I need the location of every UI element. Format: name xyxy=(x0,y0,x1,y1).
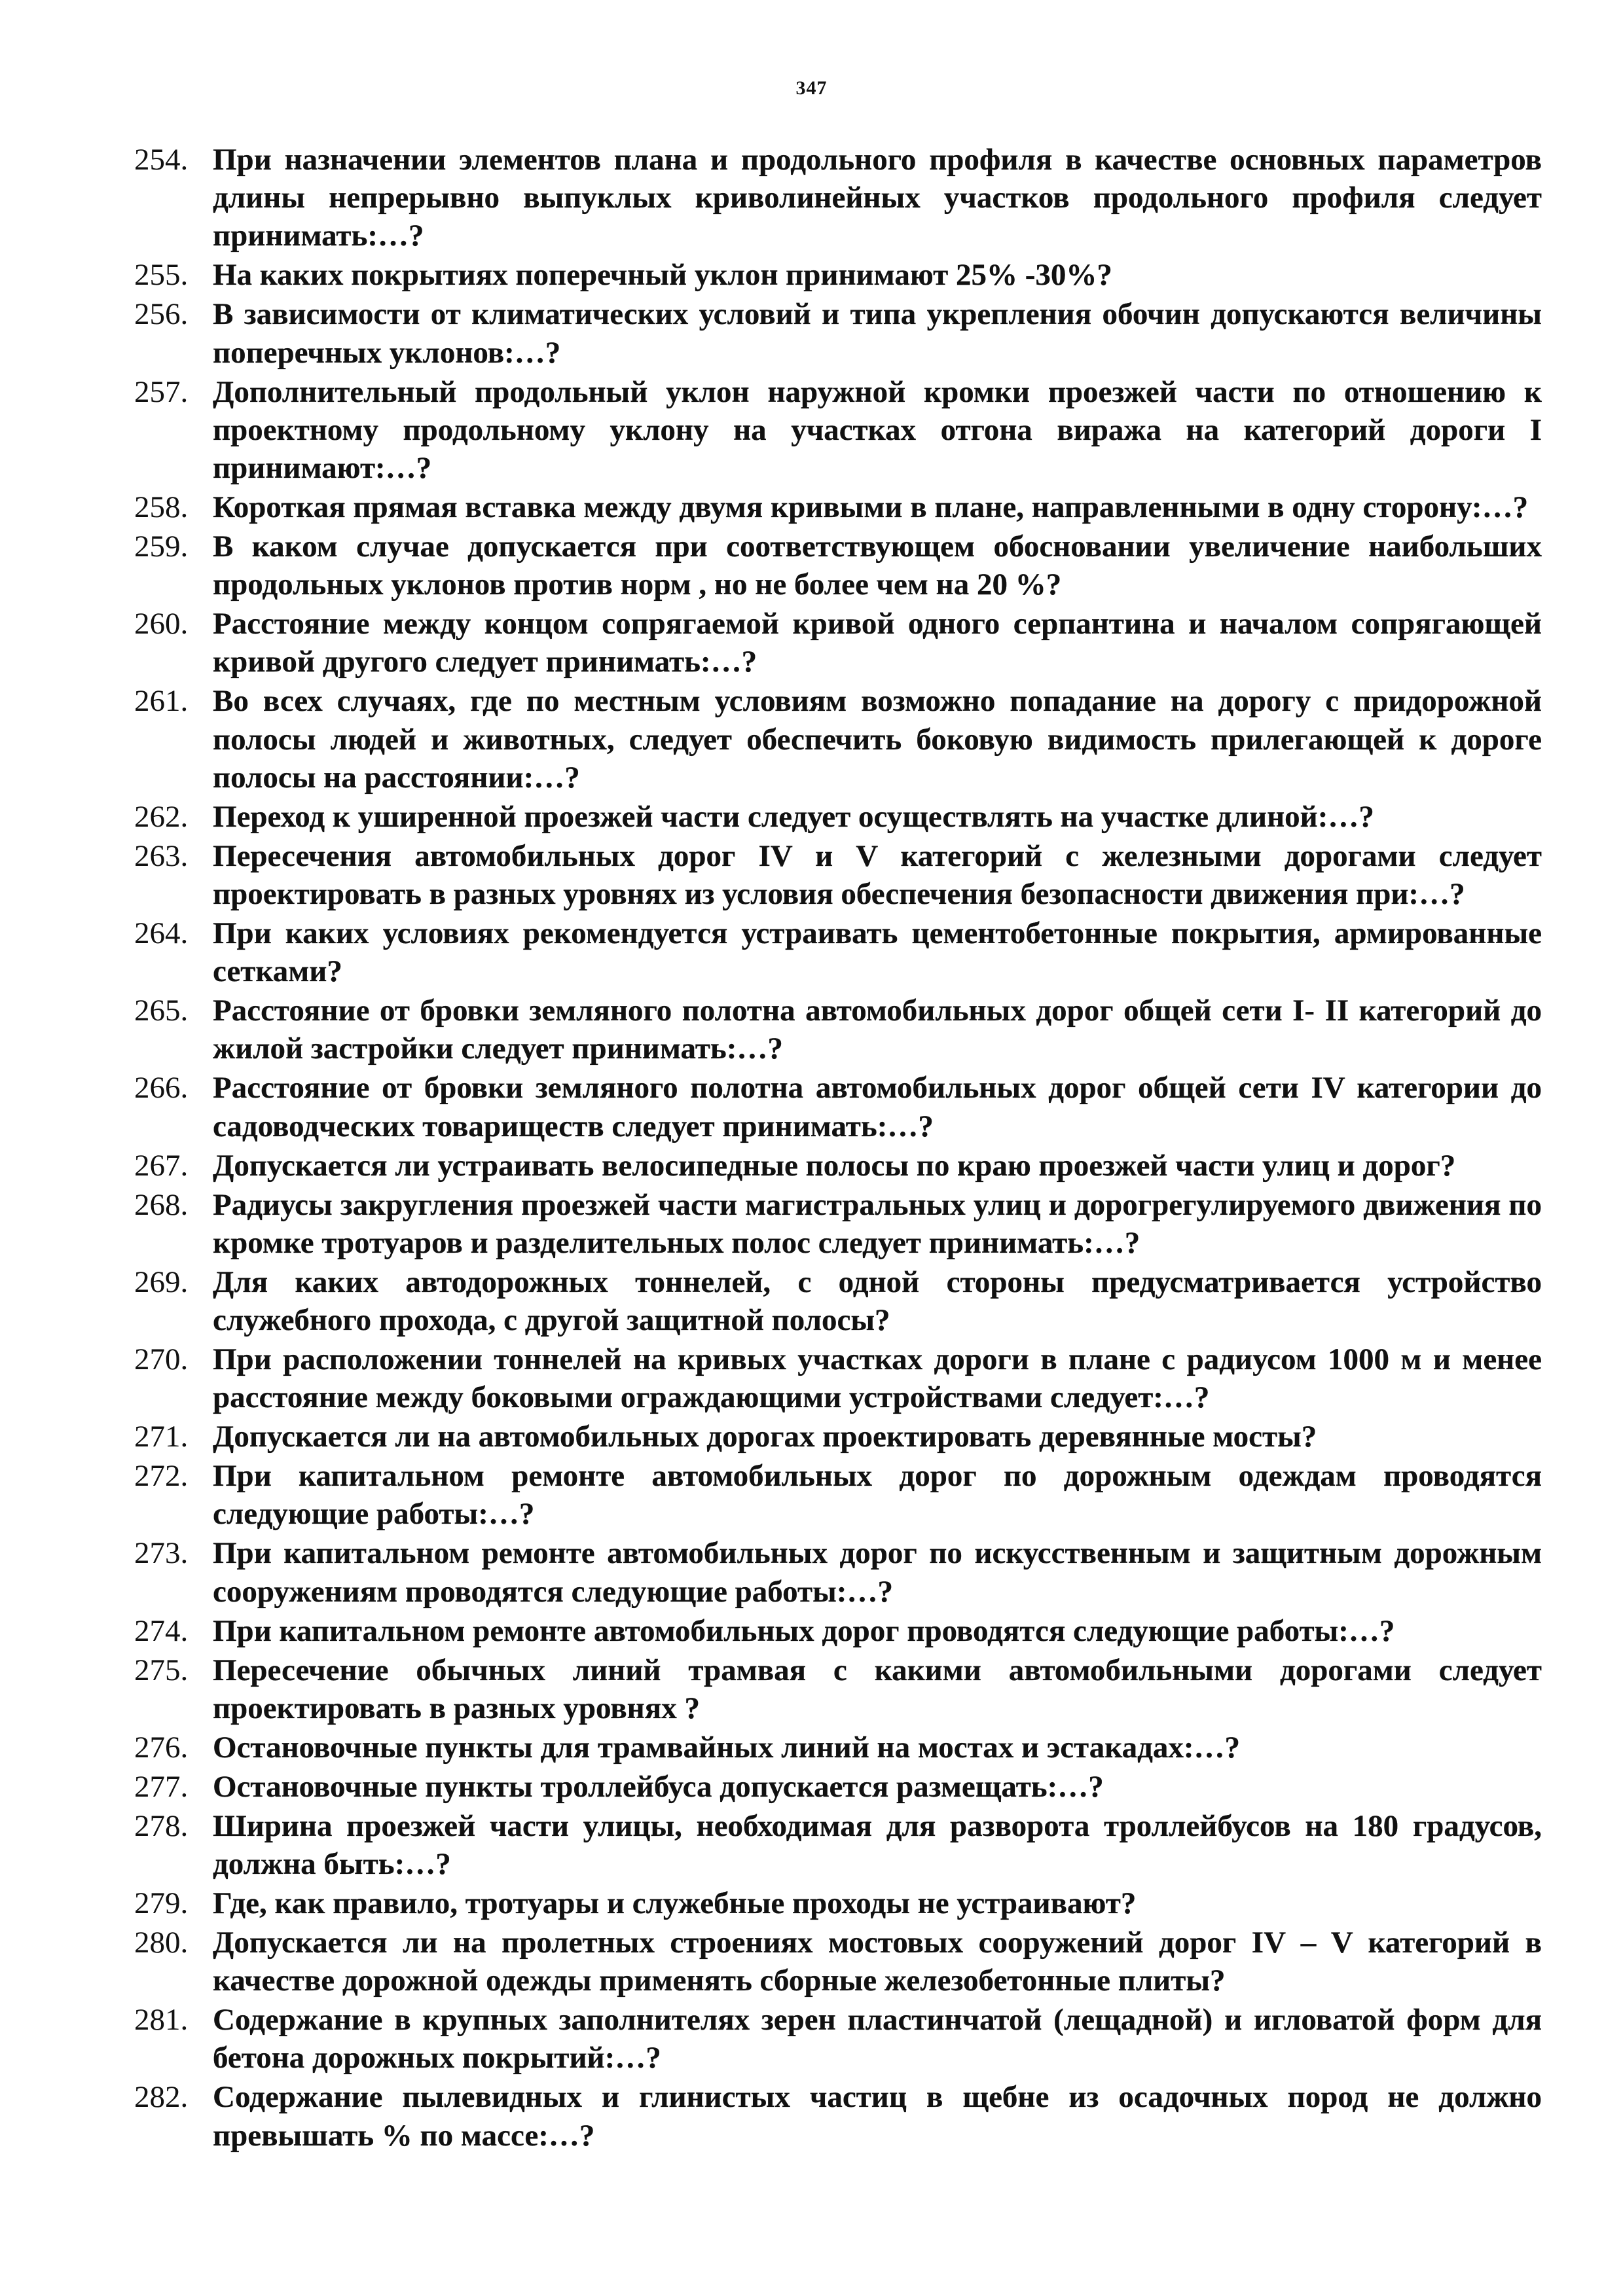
question-number: 258. xyxy=(134,490,189,525)
question-text: В каком случае допускается при соответствующем обосновании увеличение наибольших продольных уклонов против норм , но не более чем на 20 %? xyxy=(213,529,1542,602)
question-number: 257. xyxy=(134,374,189,409)
question-number: 259. xyxy=(134,529,189,564)
question-text: Допускается ли на пролетных строениях мостовых сооружений дорог IV – V категорий в качестве дорожной одежды применять сборные железобетонные плиты? xyxy=(213,1926,1542,1998)
question-text: Короткая прямая вставка между двумя кривыми в плане, направленными в одну сторону:…? xyxy=(213,490,1529,525)
question-number: 276. xyxy=(134,1730,189,1765)
question-number: 270. xyxy=(134,1342,189,1377)
question-number: 278. xyxy=(134,1808,189,1843)
question-item xyxy=(134,1612,1542,1650)
question-item xyxy=(134,1534,1542,1610)
question-text: Дополнительный продольный уклон наружной кромки проезжей части по отношению к проектному продольному уклону на участках отгона виража на категорий дороги I принимают:…? xyxy=(213,374,1542,486)
question-text: При расположении тоннелей на кривых участках дороги в плане с радиусом 1000 м и менее расстояние между боковыми ограждающими устройствами следует:…? xyxy=(213,1342,1542,1415)
question-item xyxy=(134,914,1542,990)
page-number: 347 xyxy=(795,77,828,99)
question-item xyxy=(134,1651,1542,1727)
question-item xyxy=(134,256,1542,294)
question-text: Пересечения автомобильных дорог IV и V категорий с железными дорогами следует проектировать в разных уровнях из условия обеспечения безопасности движения при:…? xyxy=(213,838,1542,912)
question-number: 255. xyxy=(134,258,189,293)
question-item xyxy=(134,992,1542,1067)
question-number: 268. xyxy=(134,1187,189,1222)
question-item xyxy=(134,1807,1542,1883)
question-text: Допускается ли на автомобильных дорогах проектировать деревянные мосты? xyxy=(213,1420,1317,1454)
question-text: Расстояние между концом сопрягаемой кривой одного серпантина и началом сопрягающей кривой другого следует принимать:…? xyxy=(213,607,1542,679)
question-text: При капитальном ремонте автомобильных дорог проводятся следующие работы:…? xyxy=(213,1613,1395,1648)
question-item xyxy=(134,1069,1542,1145)
question-text: Ширина проезжей части улицы, необходимая для разворота троллейбусов на 180 градусов, должна быть:…? xyxy=(213,1808,1542,1882)
question-item xyxy=(134,1768,1542,1806)
question-number: 282. xyxy=(134,2080,189,2115)
question-text: Допускается ли устраивать велосипедные полосы по краю проезжей части улиц и дорог? xyxy=(213,1148,1456,1183)
question-item xyxy=(134,1147,1542,1185)
question-text: При капитальном ремонте автомобильных дорог по искусственным и защитным дорожным сооружениям проводятся следующие работы:…? xyxy=(213,1536,1542,1609)
question-item xyxy=(134,1924,1542,2000)
question-item xyxy=(134,682,1542,797)
question-number: 261. xyxy=(134,684,189,719)
question-number: 279. xyxy=(134,1886,189,1921)
question-text: Остановочные пункты для трамвайных линий на мостах и эстакадах:…? xyxy=(213,1730,1241,1765)
question-item xyxy=(134,2001,1542,2077)
question-text: В зависимости от климатических условий и типа укрепления обочин допускаются величины поперечных уклонов:…? xyxy=(213,297,1542,370)
question-text: Во всех случаях, где по местным условиям возможно попадание на дорогу с придорожной полосы людей и животных, следует обеспечить боковую видимость прилегающей к дороге полосы на расстоянии:…? xyxy=(213,684,1542,795)
question-list xyxy=(134,141,1542,2156)
question-number: 260. xyxy=(134,607,189,641)
question-number: 264. xyxy=(134,916,189,951)
question-number: 277. xyxy=(134,1769,189,1804)
question-item xyxy=(134,1340,1542,1416)
question-number: 263. xyxy=(134,838,189,873)
question-item xyxy=(134,1186,1542,1262)
question-item xyxy=(134,141,1542,255)
question-number: 275. xyxy=(134,1653,189,1687)
question-number: 262. xyxy=(134,799,189,834)
question-item xyxy=(134,605,1542,681)
question-number: 269. xyxy=(134,1265,189,1299)
question-item xyxy=(134,488,1542,526)
question-number: 271. xyxy=(134,1420,189,1454)
question-number: 267. xyxy=(134,1148,189,1183)
question-text: Расстояние от бровки земляного полотна автомобильных дорог общей сети I- II категорий до жилой застройки следует принимать:…? xyxy=(213,994,1542,1066)
question-text: Где, как правило, тротуары и служебные проходы не устраивают? xyxy=(213,1886,1137,1921)
question-text: Содержание пылевидных и глинистых частиц в щебне из осадочных пород не должно превышать % по массе:…? xyxy=(213,2080,1542,2153)
question-text: Остановочные пункты троллейбуса допускается размещать:…? xyxy=(213,1769,1104,1804)
question-number: 273. xyxy=(134,1536,189,1571)
question-item xyxy=(134,837,1542,913)
question-number: 265. xyxy=(134,994,189,1028)
question-number: 274. xyxy=(134,1613,189,1648)
question-number: 281. xyxy=(134,2003,189,2037)
question-item xyxy=(134,1884,1542,1922)
question-number: 256. xyxy=(134,297,189,332)
question-text: При назначении элементов плана и продольного профиля в качестве основных параметров длины непрерывно выпуклых криволинейных участков продольного профиля следует принимать:…? xyxy=(213,143,1542,253)
question-item xyxy=(134,1457,1542,1533)
question-item xyxy=(134,1263,1542,1339)
question-item xyxy=(134,528,1542,603)
question-item xyxy=(134,1729,1542,1767)
question-text: Переход к уширенной проезжей части следует осуществлять на участке длиной:…? xyxy=(213,799,1374,834)
question-item xyxy=(134,1418,1542,1456)
question-number: 272. xyxy=(134,1459,189,1494)
question-text: На каких покрытиях поперечный уклон принимают 25% -30%? xyxy=(213,258,1112,293)
question-item xyxy=(134,2078,1542,2154)
question-text: Пересечение обычных линий трамвая с какими автомобильными дорогами следует проектировать в разных уровнях ? xyxy=(213,1653,1542,1725)
question-text: Радиусы закругления проезжей части магистральных улиц и дорогрегулируемого движения по кромке тротуаров и разделительных полос следует принимать:…? xyxy=(213,1187,1542,1260)
question-number: 266. xyxy=(134,1071,189,1105)
question-item xyxy=(134,295,1542,371)
question-item xyxy=(134,373,1542,488)
question-number: 254. xyxy=(134,143,189,177)
question-text: При капитальном ремонте автомобильных дорог по дорожным одеждам проводятся следующие работы:…? xyxy=(213,1459,1542,1532)
question-item xyxy=(134,798,1542,836)
question-text: Для каких автодорожных тоннелей, с одной стороны предусматривается устройство служебного прохода, с другой защитной полосы? xyxy=(213,1265,1542,1338)
question-text: При каких условиях рекомендуется устраивать цементобетонные покрытия, армированные сетками? xyxy=(213,916,1542,989)
question-text: Расстояние от бровки земляного полотна автомобильных дорог общей сети IV категории до садоводческих товариществ следует принимать:…? xyxy=(213,1071,1542,1143)
question-number: 280. xyxy=(134,1926,189,1960)
question-text: Содержание в крупных заполнителях зерен пластинчатой (лещадной) и игловатой форм для бетона дорожных покрытий:…? xyxy=(213,2003,1542,2075)
